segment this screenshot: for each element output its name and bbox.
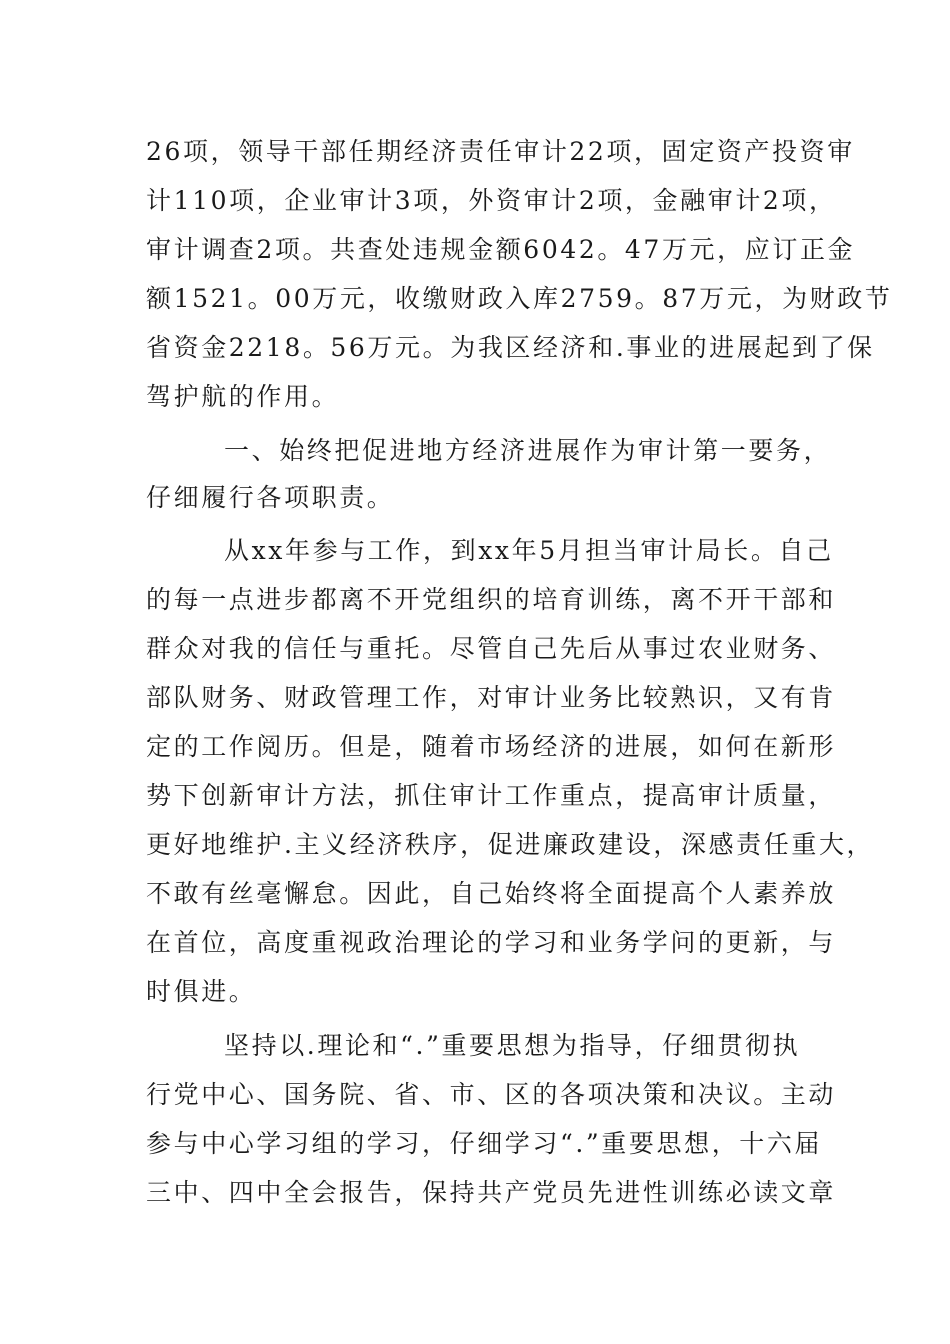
text-line: 省资金2218。56万元。为我区经济和.事业的进展起到了保 (146, 333, 875, 362)
text-line: 在首位，高度重视政治理论的学习和业务学问的更新，与 (146, 928, 837, 957)
text-line: 不敢有丝毫懈怠。因此，自己始终将全面提高个人素养放 (146, 879, 837, 908)
text-line: 的每一点进步都离不开党组织的培育训练，离不开干部和 (146, 585, 837, 614)
text-line: 驾护航的作用。 (146, 382, 340, 411)
text-line: 时俱进。 (146, 977, 257, 1006)
text-line: 定的工作阅历。但是，随着市场经济的进展，如何在新形 (146, 732, 837, 761)
text-line: 部队财务、财政管理工作，对审计业务比较熟识，又有肯 (146, 683, 837, 712)
text-line: 更好地维护.主义经济秩序，促进廉政建设，深感责任重大， (146, 830, 875, 859)
text-line: 额1521。00万元，收缴财政入库2759。87万元，为财政节 (146, 284, 893, 313)
text-line: 群众对我的信任与重托。尽管自己先后从事过农业财务、 (146, 634, 837, 663)
text-line: 计110项，企业审计3项，外资审计2项，金融审计2项， (146, 186, 837, 215)
text-line: 26项，领导干部任期经济责任审计22项，固定资产投资审 (146, 137, 855, 166)
text-line: 坚持以.理论和“.”重要思想为指导，仔细贯彻执 (224, 1031, 801, 1060)
text-line: 行党中心、国务院、省、市、区的各项决策和决议。主动 (146, 1080, 837, 1109)
text-line: 审计调查2项。共查处违规金额6042。47万元，应订正金 (146, 235, 856, 264)
text-line: 三中、四中全会报告，保持共产党员先进性训练必读文章 (146, 1178, 837, 1207)
text-line: 势下创新审计方法，抓住审计工作重点，提高审计质量， (146, 781, 837, 810)
section-heading-line: 一、始终把促进地方经济进展作为审计第一要务， (224, 436, 832, 465)
text-line: 参与中心学习组的学习，仔细学习“.”重要思想，十六届 (146, 1129, 823, 1158)
text-line: 从xx年参与工作，到xx年5月担当审计局长。自己 (224, 536, 834, 565)
section-heading-line: 仔细履行各项职责。 (146, 483, 395, 512)
